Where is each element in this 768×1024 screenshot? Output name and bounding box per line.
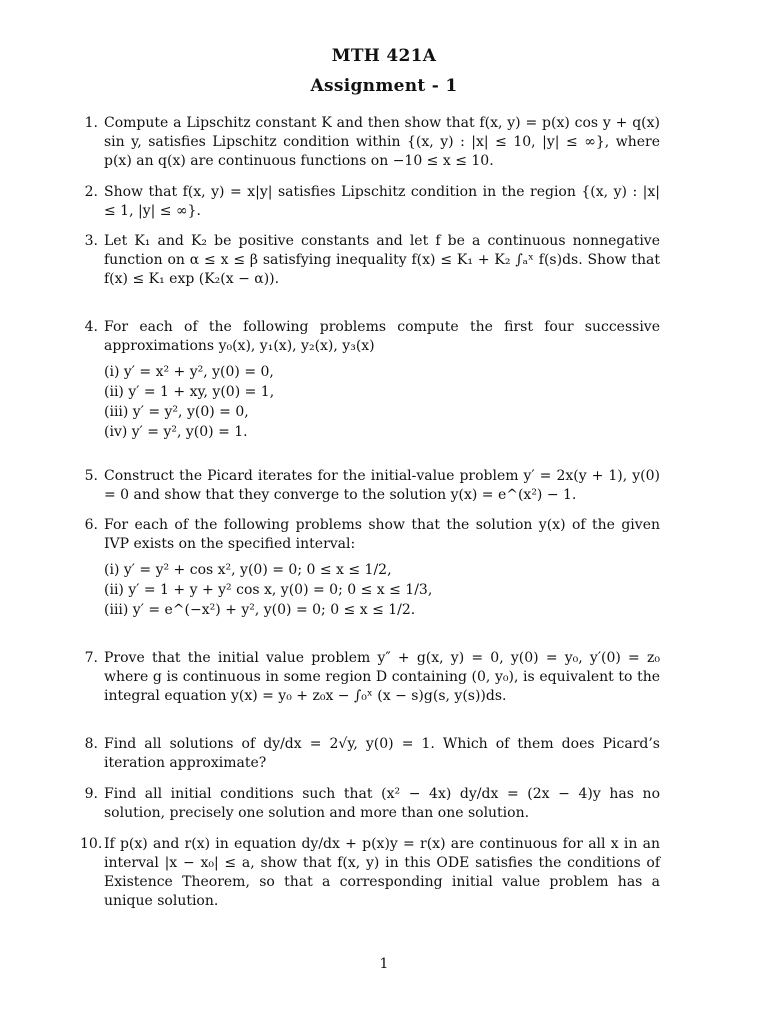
problem-part: (i) y′ = x² + y², y(0) = 0, <box>104 364 274 380</box>
problem-2 <box>80 183 660 221</box>
problem-10 <box>80 835 660 911</box>
problem-number: 8. <box>84 736 98 752</box>
problem-number: 6. <box>84 517 98 533</box>
problem-9 <box>80 785 660 823</box>
problem-number: 4. <box>84 319 98 335</box>
problem-part: (i) y′ = y² + cos x², y(0) = 0; 0 ≤ x ≤ 1/2, <box>104 562 392 578</box>
problem-text: Compute a Lipschitz constant K and then show that f(x, y) = p(x) cos y + q(x) sin y, satisfies Lipschitz condition within {(x, y) : |x| ≤ 10, |y| ≤ ∞}, where p(x) an q(x) are continuous functions on −10 ≤ x ≤ 10. <box>104 115 660 169</box>
problem-6 <box>80 516 660 620</box>
problem-text: Find all initial conditions such that (x² − 4x) dy/dx = (2x − 4)y has no solution, precisely one solution and more than one solution. <box>104 786 660 821</box>
problem-text: Construct the Picard iterates for the initial-value problem y′ = 2x(y + 1), y(0) = 0 and show that they converge to the solution y(x) = e^(x²) − 1. <box>104 468 660 503</box>
problem-text: Find all solutions of dy/dx = 2√y, y(0) = 1. Which of them does Picard’s iteration approximate? <box>104 736 660 771</box>
problem-number: 9. <box>84 786 98 802</box>
problem-number: 7. <box>84 650 98 666</box>
problem-4 <box>80 318 660 442</box>
problem-parts <box>104 560 660 620</box>
problem-5 <box>80 467 660 505</box>
problem-number: 2. <box>84 184 98 200</box>
problem-part: (ii) y′ = 1 + y + y² cos x, y(0) = 0; 0 ≤ x ≤ 1/3, <box>104 582 433 598</box>
problem-text: For each of the following problems show that the solution y(x) of the given IVP exists on the specified interval: <box>104 517 660 552</box>
problem-3 <box>80 232 660 289</box>
problem-text: For each of the following problems compute the first four successive approximations y₀(x), y₁(x), y₂(x), y₃(x) <box>104 319 660 354</box>
problem-1 <box>80 114 660 171</box>
problem-part: (iii) y′ = e^(−x²) + y², y(0) = 0; 0 ≤ x ≤ 1/2. <box>104 602 416 618</box>
problem-part: (iv) y′ = y², y(0) = 1. <box>104 424 248 440</box>
problem-7 <box>80 649 660 706</box>
assignment-title: Assignment - 1 <box>310 76 458 96</box>
course-title: MTH 421A <box>331 46 437 66</box>
problem-number: 5. <box>84 468 98 484</box>
problem-number: 10. <box>80 836 103 852</box>
problem-number: 3. <box>84 233 98 249</box>
problem-text: Prove that the initial value problem y″ + g(x, y) = 0, y(0) = y₀, y′(0) = z₀ where g is continuous in some region D containing (0, y₀), is equivalent to the integral equation y(x) = y₀ + z₀x − ∫₀ˣ (x − s)g(s, y(s))ds. <box>104 650 660 704</box>
problem-part: (iii) y′ = y², y(0) = 0, <box>104 404 249 420</box>
problem-parts <box>104 362 660 442</box>
problem-number: 1. <box>84 115 98 131</box>
problem-part: (ii) y′ = 1 + xy, y(0) = 1, <box>104 384 275 400</box>
problem-8 <box>80 735 660 773</box>
page-number: 1 <box>379 956 389 972</box>
problem-text: Show that f(x, y) = x|y| satisfies Lipschitz condition in the region {(x, y) : |x| ≤ 1, |y| ≤ ∞}. <box>104 184 660 219</box>
problem-text: If p(x) and r(x) in equation dy/dx + p(x)y = r(x) are continuous for all x in an interval |x − x₀| ≤ a, show that f(x, y) in this ODE satisfies the conditions of Existence Theorem, so that a corresponding initial value problem has a unique solution. <box>104 836 660 909</box>
problem-text: Let K₁ and K₂ be positive constants and let f be a continuous nonnegative function on α ≤ x ≤ β satisfying inequality f(x) ≤ K₁ + K₂ ∫ₐˣ f(s)ds. Show that f(x) ≤ K₁ exp (K₂(x − α)). <box>104 233 660 287</box>
